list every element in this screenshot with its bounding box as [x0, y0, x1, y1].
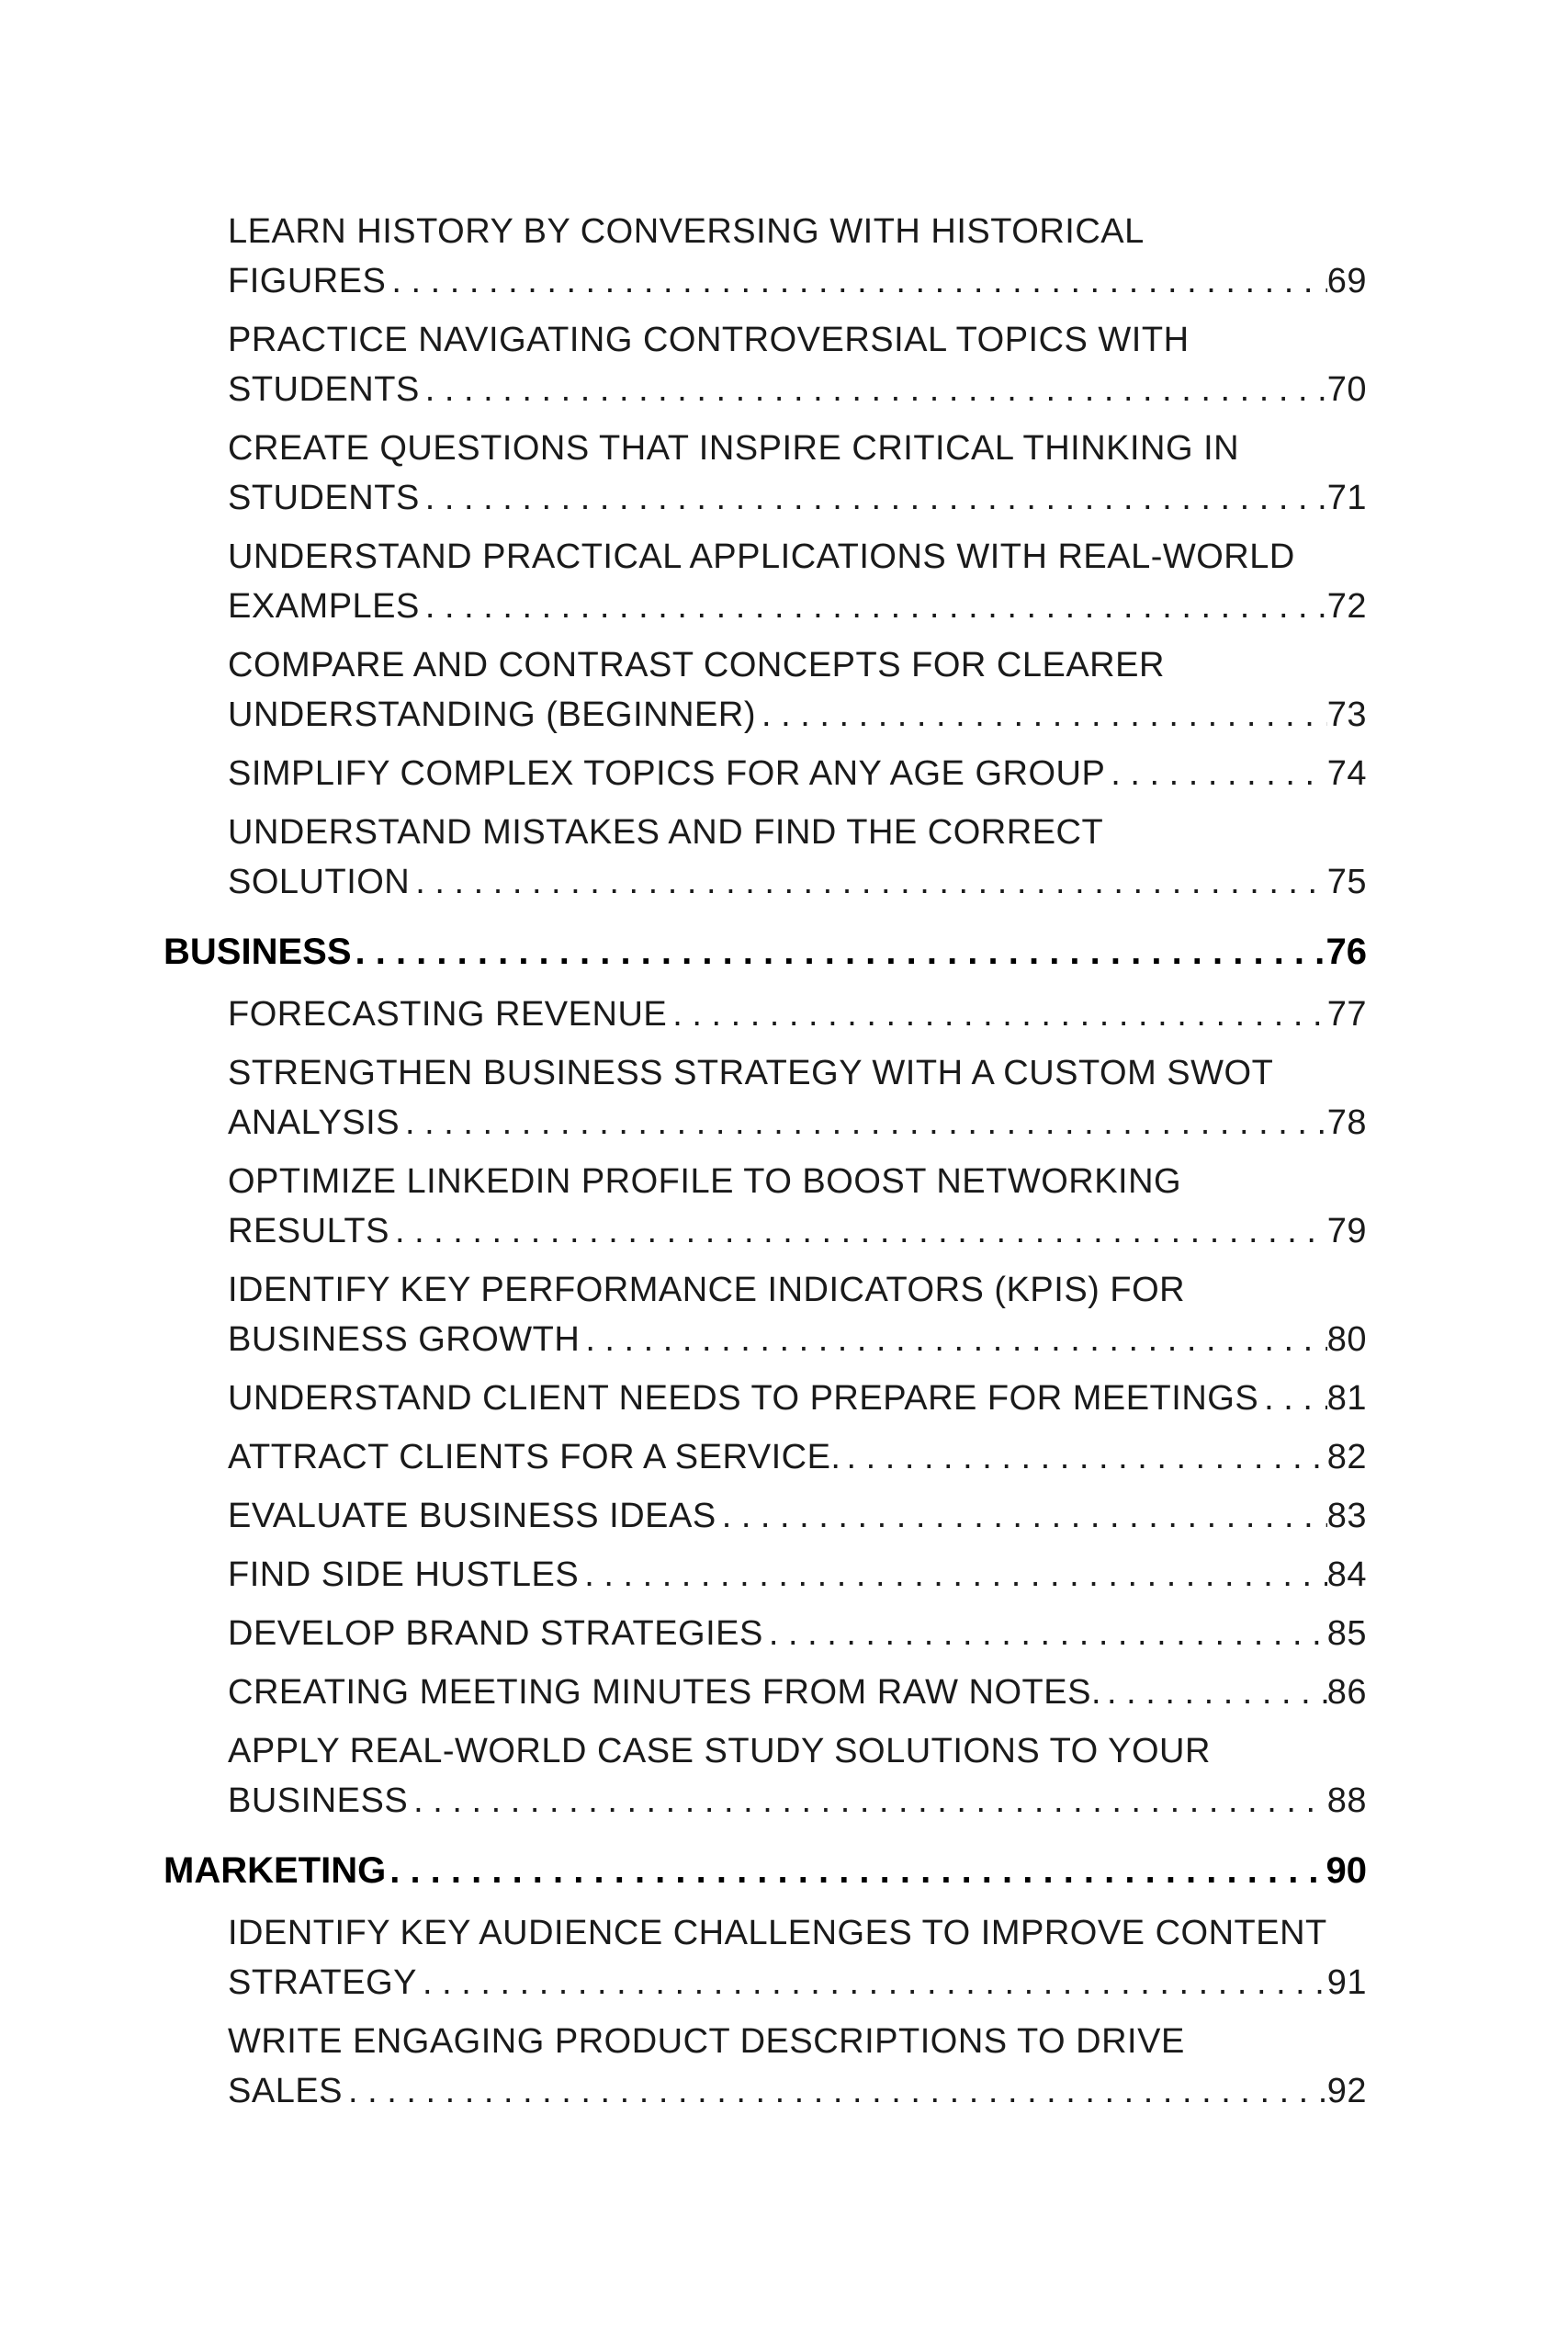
toc-entry[interactable] — [228, 1908, 1367, 2007]
entry-title-end: CREATING MEETING MINUTES FROM RAW NOTES. — [228, 1673, 1101, 1712]
page-number: 74 — [1326, 754, 1367, 793]
entry-last-line — [228, 1550, 1367, 1600]
entry-last-line — [228, 749, 1367, 798]
entry-last-line — [228, 256, 1367, 306]
page-number: 75 — [1326, 863, 1367, 901]
entry-last-line — [228, 1098, 1367, 1148]
entry-title-end: UNDERSTAND CLIENT NEEDS TO PREPARE FOR MEETINGS — [228, 1379, 1259, 1418]
page-number: 86 — [1326, 1673, 1367, 1712]
dot-leader — [420, 473, 1327, 523]
page-number: 92 — [1326, 2072, 1367, 2110]
entry-title-end: FIND SIDE HUSTLES — [228, 1555, 580, 1594]
dot-leader — [386, 256, 1326, 306]
entry-last-line — [228, 1315, 1367, 1364]
toc-entry[interactable] — [228, 640, 1367, 740]
toc-entry[interactable] — [228, 1157, 1367, 1256]
entry-last-line — [228, 1609, 1367, 1658]
toc-entry[interactable] — [228, 1609, 1367, 1658]
toc-section-heading[interactable] — [164, 1846, 1367, 1895]
entry-title-end: STRATEGY — [228, 1963, 417, 2002]
entry-last-line — [228, 690, 1367, 740]
entry-last-line — [228, 365, 1367, 414]
section-title: BUSINESS — [164, 932, 352, 972]
page-number: 90 — [1325, 1850, 1367, 1891]
entry-last-line — [228, 1958, 1367, 2007]
entry-title-end: FIGURES — [228, 262, 387, 300]
dot-leader — [1105, 749, 1326, 798]
entry-title-end: ATTRACT CLIENTS FOR A SERVICE. — [228, 1438, 841, 1476]
entry-title-end: EXAMPLES — [228, 587, 420, 626]
page-number: 76 — [1325, 932, 1367, 972]
page-number: 73 — [1326, 695, 1367, 734]
entry-title-end: ANALYSIS — [228, 1103, 400, 1142]
entry-title-end: EVALUATE BUSINESS IDEAS — [228, 1497, 716, 1535]
entry-last-line — [228, 1432, 1367, 1482]
entry-title-end: UNDERSTANDING (BEGINNER) — [228, 695, 756, 734]
toc-entry[interactable] — [228, 1726, 1367, 1826]
entry-last-line — [228, 1491, 1367, 1541]
entry-last-line — [228, 1668, 1367, 1717]
entry-title-end: RESULTS — [228, 1212, 389, 1250]
page-number: 84 — [1326, 1555, 1367, 1594]
toc-entry[interactable] — [228, 315, 1367, 414]
entry-title-end: DEVELOP BRAND STRATEGIES — [228, 1614, 763, 1653]
page-number: 91 — [1326, 1963, 1367, 2002]
dot-leader — [420, 365, 1327, 414]
entry-last-line — [228, 989, 1367, 1039]
entry-title-line: APPLY REAL-WORLD CASE STUDY SOLUTIONS TO YOUR — [228, 1732, 1211, 1770]
dot-leader — [1101, 1668, 1327, 1717]
entry-last-line — [228, 1776, 1367, 1826]
dot-leader — [410, 857, 1326, 907]
dot-leader — [389, 1206, 1327, 1256]
toc-entry[interactable] — [228, 2017, 1367, 2116]
entry-title-line: OPTIMIZE LINKEDIN PROFILE TO BOOST NETWORKING — [228, 1162, 1182, 1201]
entry-title-line: IDENTIFY KEY PERFORMANCE INDICATORS (KPIS) FOR — [228, 1271, 1186, 1309]
toc-entry[interactable] — [228, 1550, 1367, 1600]
page-number: 71 — [1326, 479, 1367, 517]
dot-leader — [580, 1315, 1326, 1364]
dot-leader — [386, 1846, 1325, 1895]
entry-title-line: IDENTIFY KEY AUDIENCE CHALLENGES TO IMPROVE CONTENT — [228, 1914, 1327, 1952]
entry-title-end: BUSINESS — [228, 1781, 409, 1820]
entry-title-line: WRITE ENGAGING PRODUCT DESCRIPTIONS TO DRIVE — [228, 2022, 1185, 2061]
toc-entry[interactable] — [228, 989, 1367, 1039]
toc-entry[interactable] — [228, 1048, 1367, 1148]
toc-entry[interactable] — [228, 1668, 1367, 1717]
entry-last-line — [228, 1374, 1367, 1423]
dot-leader — [420, 582, 1327, 631]
dot-leader — [408, 1776, 1327, 1826]
entry-title-line: LEARN HISTORY BY CONVERSING WITH HISTORICAL — [228, 212, 1145, 251]
page-number: 80 — [1326, 1320, 1367, 1359]
toc-entry[interactable] — [228, 207, 1367, 306]
dot-leader — [579, 1550, 1326, 1600]
dot-leader — [1258, 1374, 1327, 1423]
page-number: 79 — [1326, 1212, 1367, 1250]
entry-title-end: SOLUTION — [228, 863, 411, 901]
entry-title-end: SIMPLIFY COMPLEX TOPICS FOR ANY AGE GROUP — [228, 754, 1106, 793]
toc-entry[interactable] — [228, 1432, 1367, 1482]
entry-title-end: SALES — [228, 2072, 344, 2110]
page-number: 78 — [1326, 1103, 1367, 1142]
page-number: 83 — [1326, 1497, 1367, 1535]
section-title: MARKETING — [164, 1850, 387, 1891]
dot-leader — [716, 1491, 1327, 1541]
entry-last-line — [228, 582, 1367, 631]
toc-entry[interactable] — [228, 1491, 1367, 1541]
entry-title-line: STRENGTHEN BUSINESS STRATEGY WITH A CUSTOM SWOT — [228, 1054, 1274, 1092]
toc-entry[interactable] — [228, 1265, 1367, 1364]
toc-entry[interactable] — [228, 808, 1367, 907]
entry-title-end: BUSINESS GROWTH — [228, 1320, 581, 1359]
entry-last-line — [228, 1206, 1367, 1256]
page-number: 72 — [1326, 587, 1367, 626]
toc-entry[interactable] — [228, 1374, 1367, 1423]
page-number: 70 — [1326, 370, 1367, 409]
toc-section-heading[interactable] — [164, 927, 1367, 977]
page-number: 88 — [1326, 1781, 1367, 1820]
entry-last-line — [228, 857, 1367, 907]
dot-leader — [352, 927, 1326, 977]
page-number: 69 — [1326, 262, 1367, 300]
toc-entry[interactable] — [228, 424, 1367, 523]
dot-leader — [763, 1609, 1327, 1658]
page-number: 77 — [1326, 995, 1367, 1034]
page-number: 81 — [1326, 1379, 1367, 1418]
page-number: 82 — [1326, 1438, 1367, 1476]
dot-leader — [840, 1432, 1326, 1482]
dot-leader — [667, 989, 1326, 1039]
entry-title-line: CREATE QUESTIONS THAT INSPIRE CRITICAL THINKING IN — [228, 429, 1240, 468]
table-of-contents — [0, 207, 1568, 2116]
entry-last-line — [228, 473, 1367, 523]
page-number: 85 — [1326, 1614, 1367, 1653]
entry-title-end: STUDENTS — [228, 370, 420, 409]
toc-entry[interactable] — [228, 749, 1367, 798]
entry-title-line: UNDERSTAND PRACTICAL APPLICATIONS WITH REAL-WORLD — [228, 537, 1295, 576]
entry-title-line: PRACTICE NAVIGATING CONTROVERSIAL TOPICS WITH — [228, 321, 1190, 359]
dot-leader — [343, 2066, 1327, 2116]
entry-last-line — [228, 2066, 1367, 2116]
entry-title-end: FORECASTING REVENUE — [228, 995, 668, 1034]
dot-leader — [756, 690, 1327, 740]
toc-entry[interactable] — [228, 532, 1367, 631]
dot-leader — [400, 1098, 1327, 1148]
entry-title-line: COMPARE AND CONTRAST CONCEPTS FOR CLEARER — [228, 646, 1165, 684]
entry-title-line: UNDERSTAND MISTAKES AND FIND THE CORRECT — [228, 813, 1104, 852]
entry-title-end: STUDENTS — [228, 479, 420, 517]
dot-leader — [417, 1958, 1327, 2007]
